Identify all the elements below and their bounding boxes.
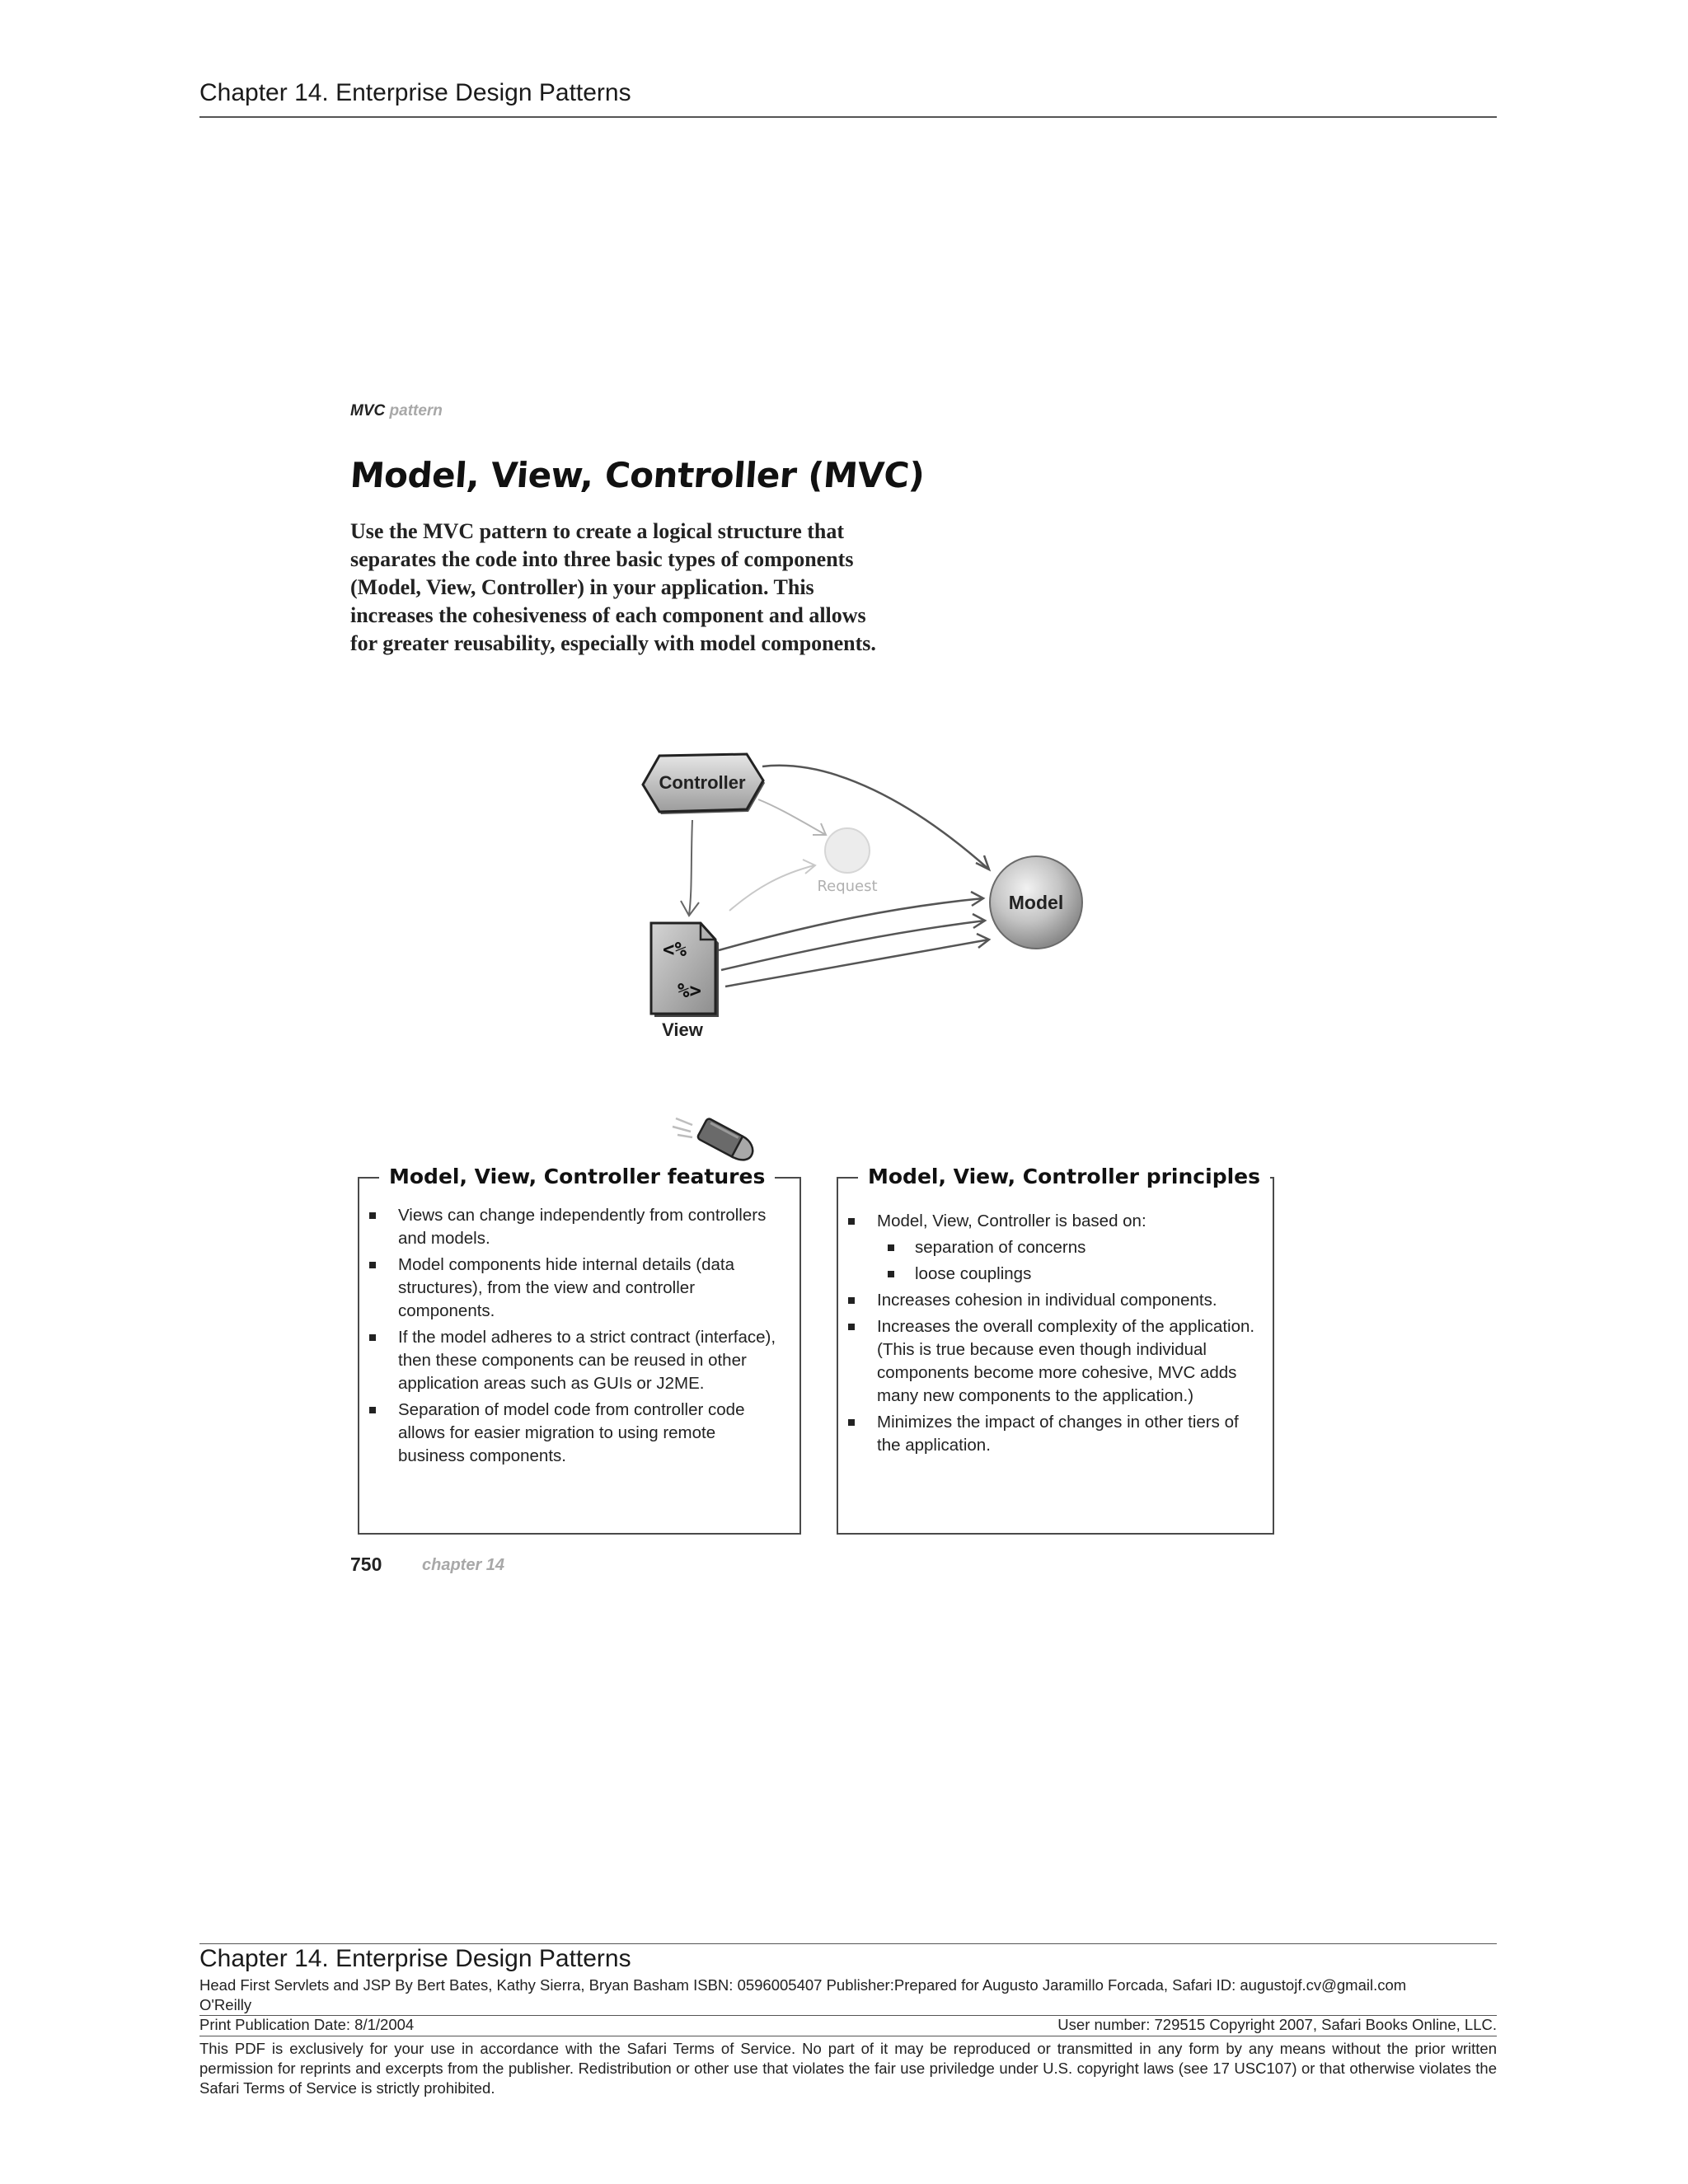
list-item: Model, View, Controller is based on: <box>838 1210 1259 1233</box>
model-shape <box>990 856 1082 949</box>
section-tag-gray: pattern <box>389 402 443 419</box>
page-title: Model, View, Controller (MVC) <box>349 455 926 495</box>
footer-legal: This PDF is exclusively for your use in accordance with the Safari Terms of Service. No part of it may be reproduced or transmitted in any form by any means without the prior written permission for reprints and excerpts from the publisher. Redistribution or other use that violates the fair use priviledge under U.S. copyright laws (see 17 USC107) or that otherwise violates the Safari Terms of Service is strictly prohibited. <box>199 2040 1497 2097</box>
list-item: loose couplings <box>838 1263 1259 1286</box>
view-to-model-arrows <box>719 892 989 987</box>
list-item: Increases cohesion in individual components. <box>838 1289 1259 1312</box>
list-item: Separation of model code from controller code allows for easier migration to using remote business components. <box>359 1399 784 1468</box>
list-item: Increases the overall complexity of the application. (This is true because even though individual components become more cohesive, MVC adds many new components to the application.) <box>838 1315 1259 1408</box>
view-label: View <box>662 1019 703 1040</box>
model-label: Model <box>1008 892 1064 913</box>
list-item: Minimizes the impact of changes in other tiers of the application. <box>838 1411 1259 1457</box>
principles-list <box>838 1210 1259 1460</box>
footer-publisher: O'Reilly <box>199 1996 252 2013</box>
list-item: separation of concerns <box>838 1236 1259 1259</box>
controller-label: Controller <box>659 772 746 793</box>
features-box-title: Model, View, Controller features <box>379 1165 775 1188</box>
footer-user-info: User number: 729515 Copyright 2007, Safari Books Online, LLC. <box>1057 2016 1497 2033</box>
features-list <box>359 1204 784 1471</box>
page-chapter: chapter 14 <box>422 1556 505 1574</box>
section-tag-bold: MVC <box>350 402 386 419</box>
principles-box <box>837 1165 1274 1535</box>
header-rule <box>199 116 1497 118</box>
footer-rule-top <box>199 1943 1497 1944</box>
footer-print-date: Print Publication Date: 8/1/2004 <box>199 2016 415 2033</box>
mvc-diagram <box>626 738 1088 1051</box>
features-box <box>358 1165 801 1535</box>
view-to-request-arrow <box>729 860 815 911</box>
controller-shape <box>643 754 765 814</box>
controller-to-view-arrow <box>681 820 699 916</box>
principles-box-title: Model, View, Controller principles <box>858 1165 1270 1188</box>
header-title: Chapter 14. Enterprise Design Patterns <box>199 79 631 106</box>
list-item: Views can change independently from controllers and models. <box>359 1204 784 1250</box>
footer-title: Chapter 14. Enterprise Design Patterns <box>199 1945 631 1972</box>
section-tag <box>350 402 443 420</box>
list-item: Model components hide internal details (data structures), from the view and controller components. <box>359 1254 784 1323</box>
view-code-bottom: %> <box>678 979 701 1002</box>
intro-paragraph: Use the MVC pattern to create a logical structure that separates the code into three basic types of components (Model, View, Controller) in your application. This increases the cohesiveness of each component and allows for greater reusability, especially with model components. <box>350 519 876 655</box>
view-document-icon <box>651 923 719 1017</box>
footer-book-line: Head First Servlets and JSP By Bert Bates, Kathy Sierra, Bryan Basham ISBN: 0596005407 Publisher:Prepared for Augusto Jaramillo Forcada, Safari ID: augustojf.cv@gmail.com <box>199 1976 1407 1994</box>
request-label: Request <box>817 878 878 895</box>
view-code-top: <% <box>663 938 687 961</box>
list-item: If the model adheres to a strict contract (interface), then these components can be reused in other application areas such as GUIs or J2ME. <box>359 1326 784 1395</box>
controller-to-request-arrow <box>758 799 826 835</box>
page-number: 750 <box>350 1554 382 1575</box>
request-bubble <box>825 828 870 873</box>
